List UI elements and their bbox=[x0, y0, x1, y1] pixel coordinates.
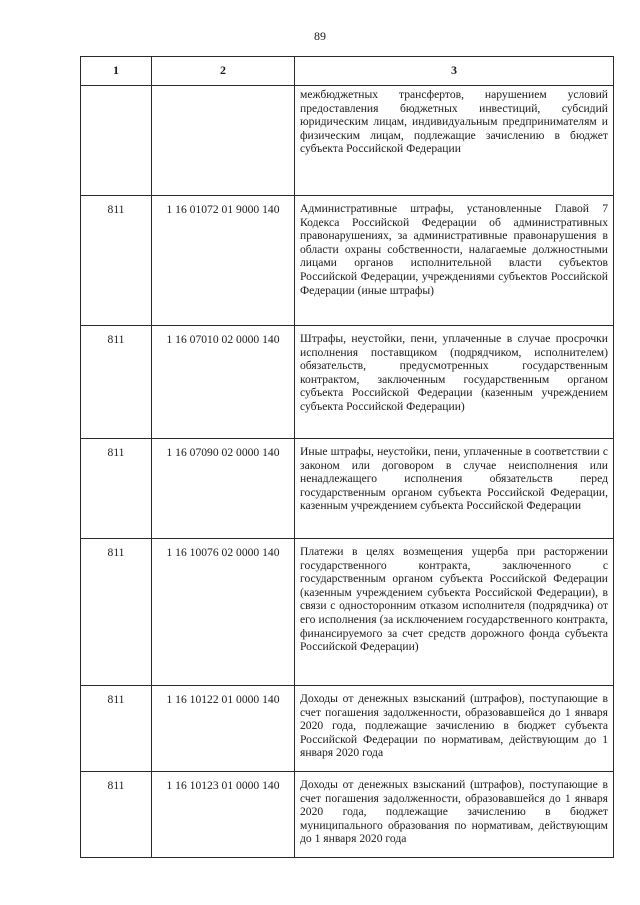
description-cell: Платежи в целях возмещения ущерба при расторжении государственного контракта, заключенного с государственным органом субъекта Российской Федерации (казенным учреждением субъекта Российской Федерации), в связи с односторонним отказом исполнителя (подрядчика) от его исполнения (за исключением государственного контракта, финансируемого за счет средств дорожного фонда субъекта Российской Федерации) bbox=[295, 539, 614, 686]
header-col-2: 2 bbox=[152, 57, 295, 86]
admin-code-cell bbox=[81, 86, 152, 196]
header-col-1: 1 bbox=[81, 57, 152, 86]
description-cell: Иные штрафы, неустойки, пени, уплаченные в соответствии с законом или договором в случае неисполнения или ненадлежащего исполнения обязательств перед государственным органом субъекта Российской Федерации, казенным учреждением субъекта Российской Федерации bbox=[295, 439, 614, 539]
budget-code-cell: 1 16 10076 02 0000 140 bbox=[152, 539, 295, 686]
table-row bbox=[81, 539, 614, 686]
revenue-codes-table bbox=[80, 56, 614, 858]
table-header-row bbox=[81, 57, 614, 86]
budget-code-cell: 1 16 07090 02 0000 140 bbox=[152, 439, 295, 539]
budget-code-cell: 1 16 10123 01 0000 140 bbox=[152, 772, 295, 858]
page-number: 89 bbox=[314, 29, 326, 43]
description-cell: Доходы от денежных взысканий (штрафов), поступающие в счет погашения задолженности, образовавшейся до 1 января 2020 года, подлежащие зачислению в бюджет муниципального образования по нормативам, действующим до 1 января 2020 года bbox=[295, 772, 614, 858]
budget-code-cell: 1 16 01072 01 9000 140 bbox=[152, 196, 295, 326]
description-cell: Доходы от денежных взысканий (штрафов), поступающие в счет погашения задолженности, образовавшейся до 1 января 2020 года, подлежащие зачислению в бюджет субъекта Российской Федерации по нормативам, действующим до 1 января 2020 года bbox=[295, 686, 614, 772]
admin-code-cell: 811 bbox=[81, 326, 152, 439]
table-row bbox=[81, 196, 614, 326]
table-row bbox=[81, 439, 614, 539]
budget-code-cell: 1 16 10122 01 0000 140 bbox=[152, 686, 295, 772]
table-row bbox=[81, 772, 614, 858]
description-cell: межбюджетных трансфертов, нарушением условий предоставления бюджетных инвестиций, субсидий юридическим лицам, индивидуальным предпринимателям и физическим лицам, подлежащие зачислению в бюджет субъекта Российской Федерации bbox=[295, 86, 614, 196]
admin-code-cell: 811 bbox=[81, 686, 152, 772]
admin-code-cell: 811 bbox=[81, 196, 152, 326]
header-col-3: 3 bbox=[295, 57, 614, 86]
table-row bbox=[81, 86, 614, 196]
table-row bbox=[81, 686, 614, 772]
admin-code-cell: 811 bbox=[81, 439, 152, 539]
description-cell: Штрафы, неустойки, пени, уплаченные в случае просрочки исполнения поставщиком (подрядчиком, исполнителем) обязательств, предусмотренных государственным контрактом, заключенным государственным органом субъекта Российской Федерации (казенным учреждением субъекта Российской Федерации) bbox=[295, 326, 614, 439]
table-row bbox=[81, 326, 614, 439]
description-cell: Административные штрафы, установленные Главой 7 Кодекса Российской Федерации об административных правонарушениях, за административные правонарушения в области охраны собственности, налагаемые должностными лицами органов исполнительной власти субъектов Российской Федерации, учреждениями субъектов Российской Федерации (иные штрафы) bbox=[295, 196, 614, 326]
budget-code-cell: 1 16 07010 02 0000 140 bbox=[152, 326, 295, 439]
budget-code-cell bbox=[152, 86, 295, 196]
admin-code-cell: 811 bbox=[81, 772, 152, 858]
admin-code-cell: 811 bbox=[81, 539, 152, 686]
